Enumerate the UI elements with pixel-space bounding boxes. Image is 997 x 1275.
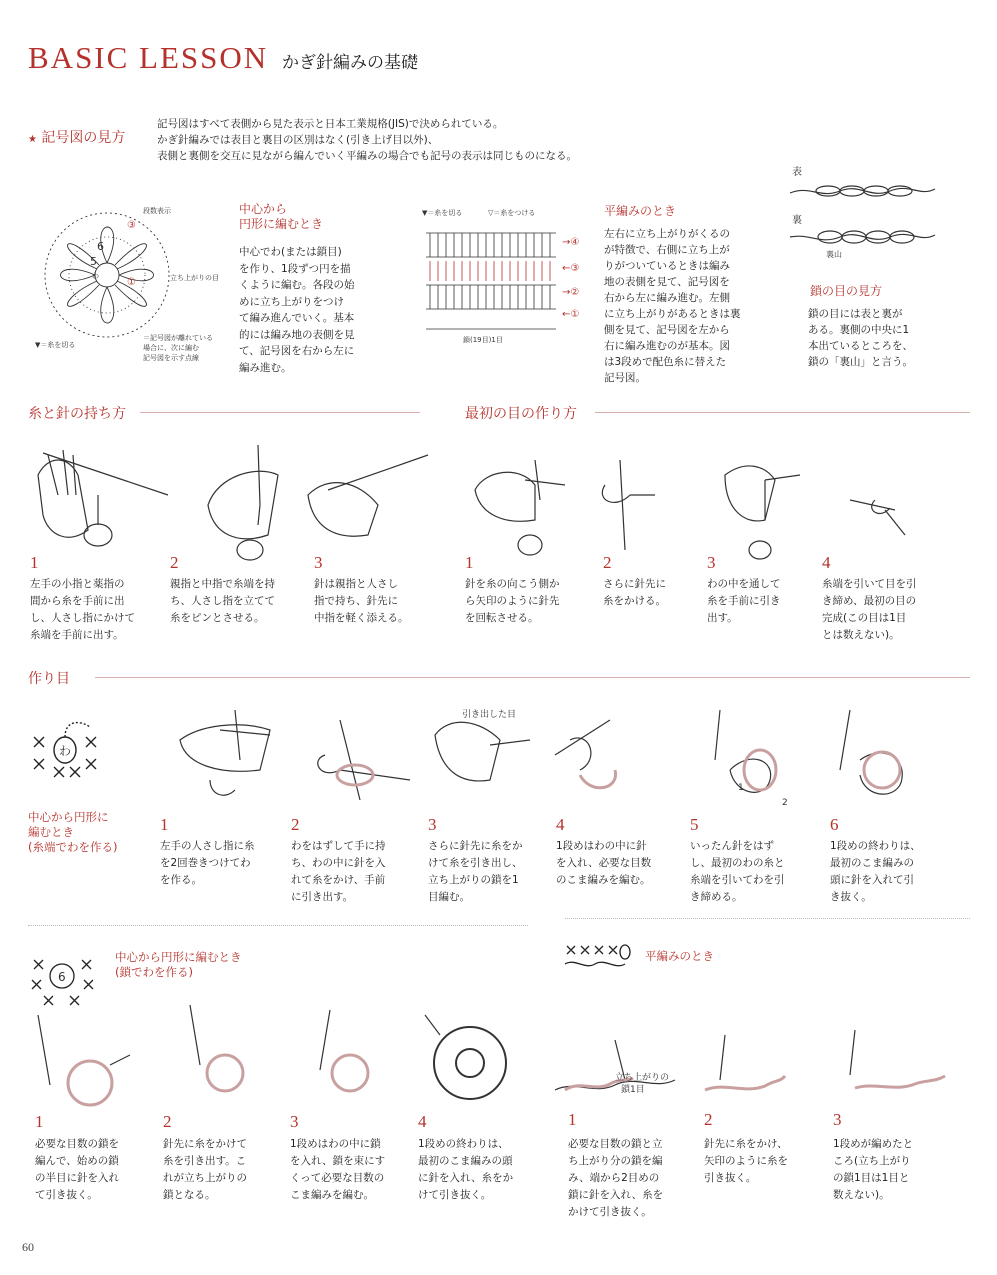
- center-round-title: 中心から 円形に編むとき: [239, 202, 324, 231]
- ring-step-2: わをはずして手に持 ち、わの中に針を入 れて糸をかけ、手前 に引き出す。: [291, 840, 386, 903]
- flat-start-illustrations: [555, 1020, 965, 1110]
- flat-text: 左右に立ち上がりがくるの が特徴で、右側に立ち上が りがついているときは編み 地の表側を見て、記号図を 右から左に編み進む。左側 に立ち上がりがあるときは裏 側を見て、記号図を左から 右に編み進むのが基本。図 は3段めで配色糸に替えた 記号図。: [604, 228, 741, 384]
- svg-text:1: 1: [738, 783, 744, 793]
- flat-symbol-chart: [418, 205, 598, 345]
- dotted-divider: [28, 925, 528, 926]
- holding-illustrations: [28, 435, 448, 555]
- svg-text:わ: わ: [59, 744, 72, 758]
- svg-text:立ち上がりの: 立ち上がりの: [615, 1073, 670, 1083]
- chain-ring-step-4: 1段めの終わりは、 最初のこま編みの頭 に針を入れ、糸をか けて引き抜く。: [418, 1138, 514, 1201]
- cut-yarn-label: ▼＝糸を切る: [35, 341, 76, 349]
- holding-step-3: 針は親指と人さし 指で持ち、針先に 中指を軽く添える。: [314, 578, 409, 624]
- flat-title: 平編みのとき: [604, 204, 677, 218]
- flat-start-subtitle: 平編みのとき: [645, 949, 714, 963]
- symbols-heading: ★ 記号図の見方: [28, 130, 126, 146]
- chain-back-label: 裏: [792, 215, 802, 226]
- row-number-label: 段数表示: [143, 207, 171, 215]
- chain-text: 鎖の目には表と裏が ある。裏側の中央に1 本出ているところを、 鎖の「裏山」と言う。: [808, 308, 913, 368]
- svg-text:2: 2: [782, 798, 788, 808]
- ring-subtitle: 中心から円形に 編むとき (糸端でわを作る): [28, 810, 118, 854]
- first-stitch-step-1: 針を糸の向こう側か ら矢印のように針先 を回転させる。: [465, 578, 560, 624]
- ring-step-1: 左手の人さし指に糸 を2回巻きつけてわ を作る。: [160, 840, 255, 886]
- first-stitch-step-2: さらに針先に 糸をかける。: [603, 578, 666, 607]
- svg-text:鎖1目: 鎖1目: [621, 1085, 645, 1095]
- ring-symbol: [30, 715, 110, 785]
- chain-ring-step-1: 必要な目数の鎖を 編んで、始めの鎖 の半目に針を入れ て引き抜く。: [35, 1138, 119, 1201]
- holding-step-2: 親指と中指で糸端を持 ち、人さし指を立てて 糸をピンとさせる。: [170, 578, 275, 624]
- ring-step-4: 1段めはわの中に針 を入れ、必要な目数 のこま編みを編む。: [556, 840, 652, 886]
- holding-heading: 糸と針の持ち方: [28, 406, 126, 422]
- dotted-divider: [565, 918, 970, 919]
- divider: [140, 412, 420, 413]
- svg-text:場合に、次に編む: 場合に、次に編む: [143, 344, 199, 352]
- svg-text:鎖(19目)1目: 鎖(19目)1目: [463, 336, 503, 344]
- flat-start-step-2: 針先に糸をかけ、 矢印のように糸を 引き抜く。: [704, 1138, 788, 1184]
- ring-label: わ: [92, 272, 99, 280]
- row-3-label: ③: [127, 220, 136, 231]
- divider: [595, 412, 970, 413]
- svg-text:←③: ←③: [562, 263, 580, 274]
- star-icon: ★: [28, 134, 37, 145]
- svg-text:＝記号図が離れている: ＝記号図が離れている: [143, 334, 213, 342]
- chain-title: 鎖の目の見方: [810, 284, 883, 298]
- row-5-label: 5: [90, 255, 97, 268]
- row-6-label: 6: [97, 240, 104, 253]
- rise-stitch-label: 立ち上がりの目: [170, 274, 219, 282]
- page-title-en: BASIC LESSON: [28, 40, 269, 75]
- chain-ring-illustrations: [30, 995, 520, 1110]
- first-stitch-step-4: 糸端を引いて目を引 き締め、最初の目の 完成(この目は1目 とは数えない)。: [822, 578, 917, 641]
- center-round-text: 中心でわ(または鎖目) を作り、1段ずつ円を描 くように編む。各段の始 めに立ち上がりをつけ て編み進んでいく。基本 的には編み地の表側を見 て、記号図を右から左に 編み進む。: [239, 246, 355, 374]
- svg-text:記号図を示す点線: 記号図を示す点線: [143, 354, 199, 362]
- svg-text:→④: →④: [562, 237, 580, 248]
- chain-ring-subtitle: 中心から円形に編むとき (鎖でわを作る): [115, 950, 242, 979]
- ring-step-5: いったん針をはず し、最初のわの糸と 糸端を引いてわを引 き締める。: [690, 840, 785, 903]
- ring-heading: 作り目: [28, 671, 70, 687]
- flat-start-step-1: 必要な目数の鎖と立 ち上がり分の鎖を編 み、端から2目めの 鎖に針を入れ、糸を かけて引き抜く。: [568, 1138, 664, 1218]
- svg-text:▼＝糸を切る: ▼＝糸を切る: [422, 209, 463, 217]
- chain-ring-step-2: 針先に糸をかけて 糸を引き出す。こ れが立ち上がりの 鎖となる。: [163, 1138, 247, 1201]
- row-1-label: ①: [127, 277, 136, 288]
- pulled-loop-label: 引き出した目: [462, 710, 517, 720]
- flat-chain-symbol: [565, 942, 635, 970]
- page-title-ja: かぎ針編みの基礎: [282, 53, 418, 73]
- ring-step-6: 1段めの終わりは、 最初のこま編みの 頭に針を入れて引 き抜く。: [830, 840, 921, 903]
- ring-step-3: さらに針先に糸をか けて糸を引き出し、 立ち上がりの鎖を1 目編む。: [428, 840, 523, 903]
- svg-text:→②: →②: [562, 287, 580, 298]
- first-stitch-step-3: わの中を通して 糸を手前に引き 出す。: [707, 578, 781, 624]
- page-number: 60: [22, 1240, 34, 1254]
- first-stitch-illustrations: [465, 440, 935, 560]
- chain-front-back-illustration: [790, 165, 940, 265]
- chain-front-label: 表: [792, 167, 802, 178]
- symbols-intro: 記号図はすべて表側から見た表示と日本工業規格(JIS)で決められている。 かぎ針編みでは表目と裏目の区別はなく(引き上げ目以外)、 表側と裏側を交互に見ながら編んでいく平編みの場合でも記号の表示は同じものになる。: [157, 118, 577, 162]
- round-symbol-chart: [35, 195, 230, 365]
- flat-start-step-3: 1段めが編めたと ころ(立ち上がり の鎖1目は1目と 数えない)。: [833, 1138, 914, 1201]
- svg-text:←①: ←①: [562, 309, 580, 320]
- divider: [95, 677, 970, 678]
- holding-step-1: 左手の小指と薬指の 間から糸を手前に出 し、人さし指にかけて 糸端を手前に出す。: [30, 578, 135, 641]
- chain-ridge-label: 裏山: [826, 250, 842, 259]
- svg-text:▽＝糸をつける: ▽＝糸をつける: [488, 209, 536, 217]
- chain-ring-step-3: 1段めはわの中に鎖 を入れ、鎖を束にす くって必要な目数の こま編みを編む。: [290, 1138, 386, 1201]
- svg-text:6: 6: [58, 970, 66, 984]
- ring-illustrations: [160, 700, 970, 815]
- first-stitch-heading: 最初の目の作り方: [465, 406, 577, 422]
